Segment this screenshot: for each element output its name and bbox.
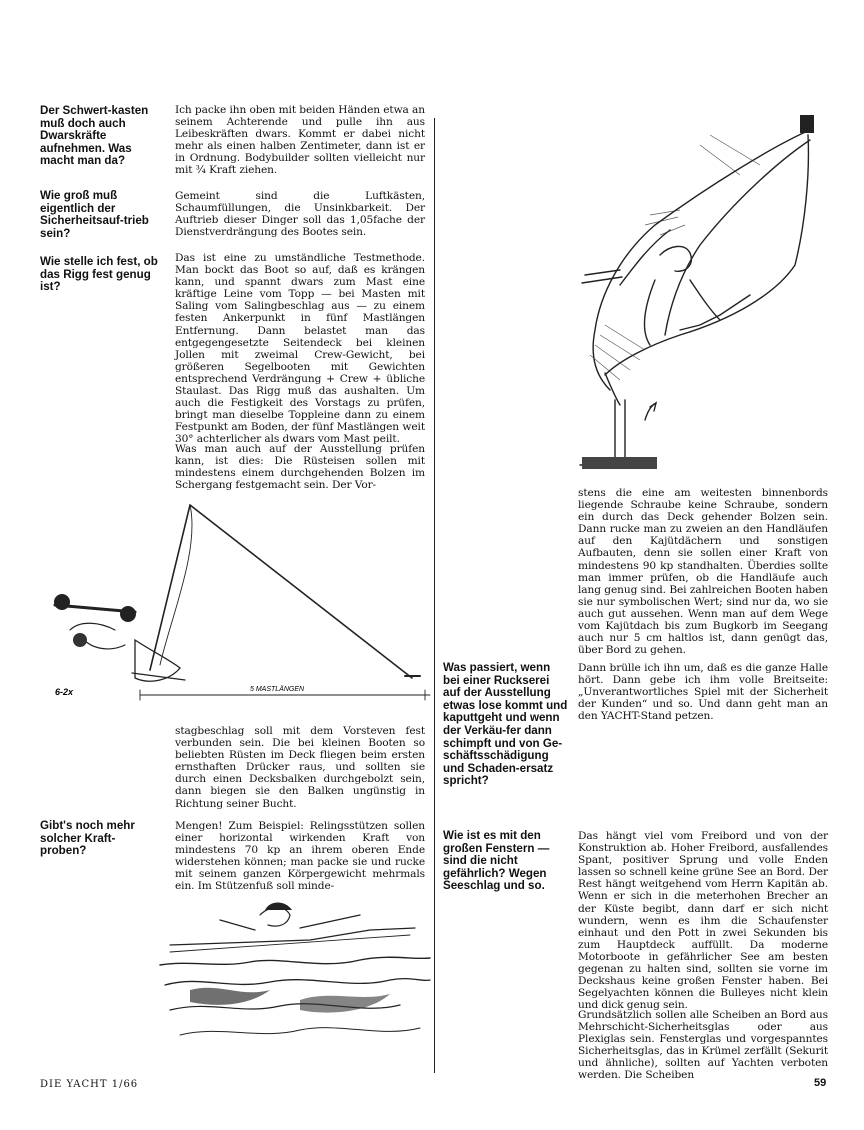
label-distance: 5 MASTLÄNGEN (250, 686, 305, 693)
answer-exhibition-check: Was man auch auf der Ausstellung prüfen kann, ist dies: Die Rüsteisen sollen mit mindestens einem durchgehenden Bolzen im Schergang festgemacht sein. Der Vor- (175, 443, 425, 492)
answer-handrails: stens die eine am weitesten binnenbords liegende Schraube keine Schraube, sondern ein durch das Deck gehender Bolzen sein. Dann rucke man zu zweien an den Handläufen auf den Kajütdächern und sonstigen Aufbauten, denn sie sollen einer Kraft von mindestens 90 kp standhalten. Überdies sollte man immer prüfen, ob die Handläufe auch lang genug sind. Bei zahlreichen Booten haben sie nur symbolischen Wert; sind nur da, wo sie auch gut aussehen. Wenn man auf dem Wege vom Kajütdach bis zum Bugkorb im Seegang auch nur 5 cm haltlos ist, dann genügt das, über Bord zu gehen. (578, 487, 828, 657)
footer-magazine: DIE YACHT 1/66 (40, 1079, 139, 1090)
illustration-railing-test (560, 105, 850, 480)
page-number: 59 (814, 1077, 827, 1089)
answer-complaint: Dann brülle ich ihn um, daß es die ganze Halle hört. Dann gebe ich ihm volle Breitseite: „Unverantwortliches Spiel mit der Sicherheit der Kunden“ und so. Und dann geht man an den YACHT-Stand petzen. (578, 662, 828, 723)
question-exhibition-damage: Was passiert, wenn bei einer Ruckserei auf der Ausstellung etwas lose kommt und kaputtgeht und wenn der Verkäu-fer dann schimpft und von Ge-schäftsschädigung und Schaden-ersatz spricht? (443, 661, 568, 788)
answer-rig-test: Das ist eine zu umständliche Testmethode. Man bockt das Boot so auf, daß es krängen kann, und spannt dwars zum Mast eine kräftige Leine vom Topp — bei Masten mit Saling vom Salingbeschlag aus — zu einem festen Ankerpunkt in fünf Mastlängen Entfernung. Dann belastet man das entgegengesetzte Seitendeck bei kleinen Jollen mit zweimal Crew-Gewicht, bei größeren Segelbooten mit Gewichten entsprechend Verdrängung + Crew + übliche Staulast. Das Rigg muß das aushalten. Um auch die Festigkeit des Vorstags zu prüfen, bringt man dieselbe Toppleine dann zu einem Festpunkt am Boden, der fünf Mastlängen weit 30° achterlicher als dwars vom Mast peilt. (175, 252, 425, 446)
question-buoyancy: Wie groß muß eigentlich der Sicherheitsauf-trieb sein? (40, 189, 149, 240)
answer-more-tests: Mengen! Zum Beispiel: Relingsstützen sollen einer horizontal wirkenden Kraft von mindestens 70 kp an ihrem oberen Ende widerstehen können; man packe sie und rucke mit seinem ganzen Körpergewicht mehrmals ein. Im Stützenfuß soll minde- (175, 820, 425, 893)
question-more-tests: Gibt's noch mehr solcher Kraft-proben? (40, 819, 135, 858)
label-crew-weight: 6-2x (55, 687, 74, 697)
answer-centreboard: Ich packe ihn oben mit beiden Händen etwa an seinem Achterende und pulle ihn aus Leibeskräften dwars. Kommt er dabei nicht mehr als einen halben Zentimeter, dann ist er in Ordnung. Bodybuilder sollten vielleicht nur mit ¾ Kraft ziehen. (175, 104, 425, 177)
illustration-rig-test (40, 490, 440, 720)
answer-forestay: stagbeschlag soll mit dem Vorsteven fest verbunden sein. Die bei kleinen Booten so beliebten Rüsten im Deck fliegen beim ersten ernsthaften Drücker raus, und sollten sie durch einen Decksbalken durchgebolzt sein, dann biegen sie den Balken ungünstig in Richtung seiner Bucht. (175, 725, 425, 810)
illustration-sailor-at-sea (160, 890, 430, 1050)
answer-buoyancy: Gemeint sind die Luftkästen, Schaumfüllungen, die Unsinkbarkeit. Der Auftrieb dieser Dinger soll das 1,05fache der Dienstverdrängung des Bootes sein. (175, 190, 425, 239)
answer-safety-glass: Grundsätzlich sollen alle Scheiben an Bord aus Mehrschicht-Sicherheitsglas oder aus Plexiglas sein. Fensterglas und vorgespanntes Sicherheitsglas, das in Krümel zerfällt (Sekurit und ähnliche), sollten auf Yachten verboten werden. Die Scheiben (578, 1009, 828, 1082)
question-windows: Wie ist es mit den großen Fenstern — sind die nicht gefährlich? Wegen Seeschlag und so. (443, 829, 550, 893)
answer-windows: Das hängt viel vom Freibord und von der Konstruktion ab. Hoher Freibord, ausfallendes Spant, positiver Sprung und volle Enden lassen so schnell keine grüne See an Bord. Der Rest hängt weitgehend vom Herrn Kapitän ab. Wenn er sich in die meterhohen Brecher an der Küste begibt, dann darf er sich nicht wundern, wenn es ihm die Schaufenster einhaut und den Pott in zwei Sekunden bis zum Hauptdeck auffüllt. Da moderne Motorboote in gefährlicher See am besten gegenan zu halten sind, sollten sie vorne im Deckshaus keine großen Fenster haben. Bei Segelyachten können die Bulleyes nicht klein und dick genug sein. (578, 830, 828, 1012)
question-rig-strength: Wie stelle ich fest, ob das Rigg fest genug ist? (40, 255, 158, 294)
question-centreboard: Der Schwert-kasten muß doch auch Dwarskräfte aufnehmen. Was macht man da? (40, 104, 149, 168)
